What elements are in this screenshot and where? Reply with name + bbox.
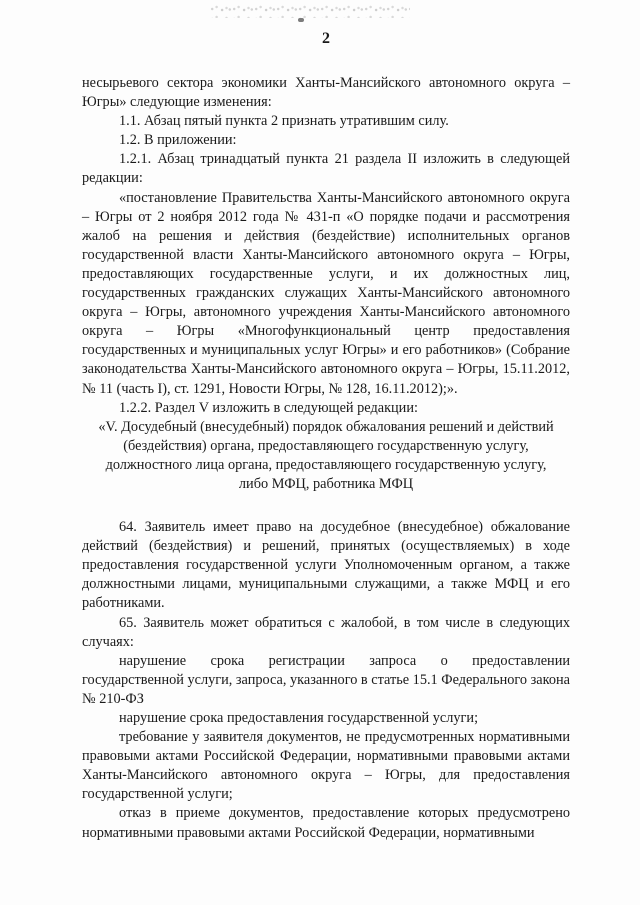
scan-artifact-mark (298, 18, 304, 22)
case-extra-documents: требование у заявителя документов, не предусмотренных нормативными правовыми актами Российской Федерации, нормативными правовыми актами Ханты-Мансийского автономного округа – Югры, для предоставления государственной услуги; (82, 729, 570, 803)
document-body (82, 74, 570, 843)
page-number: 2 (322, 30, 330, 47)
paragraph-quoted-regulation: «постановление Правительства Ханты-Мансийского автономного округа – Югры от 2 ноября 2012 года № 431-п «О порядке подачи и рассмотрения жалоб на решения и действия (бездействие) исполнительных органов государственной власти Ханты-Мансийского автономного округа – Югры, предоставляющих государственные услуги, и их должностных лиц, государственных гражданских служащих Ханты-Мансийского автономного округа – Югры, автономного учреждения Ханты-Мансийского автономного округа – Югры «Многофункциональный центр предоставления государственных и муниципальных услуг Югры» и его работников» (Собрание законодательства Ханты-Мансийского автономного округа – Югры, 15.11.2012, № 11 (часть I), ст. 1291, Новости Югры, № 128, 16.11.2012);». (82, 189, 570, 397)
section-v-heading: «V. Досудебный (внесудебный) порядок обжалования решений и действий (бездействия) органа, предоставляющего государственную услугу, должностного лица органа, предоставляющего государственную услугу, либо МФЦ, работника МФЦ (98, 418, 554, 492)
paragraph-1-2-2: 1.2.2. Раздел V изложить в следующей редакции: (119, 399, 418, 416)
case-refusal-documents: отказ в приеме документов, предоставление которых предусмотрено нормативными правовыми актами Российской Федерации, нормативными (82, 805, 570, 841)
scan-artifact (210, 4, 410, 18)
paragraph-65: 65. Заявитель может обратиться с жалобой, в том числе в следующих случаях: (82, 614, 570, 650)
paragraph-continuation: несырьевого сектора экономики Ханты-Мансийского автономного округа – Югры» следующие изменения: (82, 75, 570, 111)
spacer (82, 494, 570, 518)
paragraph-1-1: 1.1. Абзац пятый пункта 2 признать утратившим силу. (119, 113, 449, 130)
case-term-violation: нарушение срока предоставления государственной услуги; (119, 710, 479, 726)
case-registration-violation: нарушение срока регистрации запроса о предоставлении государственной услуги, запроса, указанного в статье 15.1 Федерального закона № 210-ФЗ (82, 652, 571, 707)
paragraph-1-2-1: 1.2.1. Абзац тринадцатый пункта 21 раздела II изложить в следующей редакции: (82, 151, 570, 187)
paragraph-64: 64. Заявитель имеет право на досудебное (внесудебное) обжалование действий (бездействия) и решений, принятых (осуществляемых) в ходе предоставления государственной услуги Уполномоченным органом, а также должностными лицами, муниципальными служащими, а также МФЦ и его работниками. (82, 519, 570, 612)
paragraph-1-2: 1.2. В приложении: (119, 132, 237, 149)
